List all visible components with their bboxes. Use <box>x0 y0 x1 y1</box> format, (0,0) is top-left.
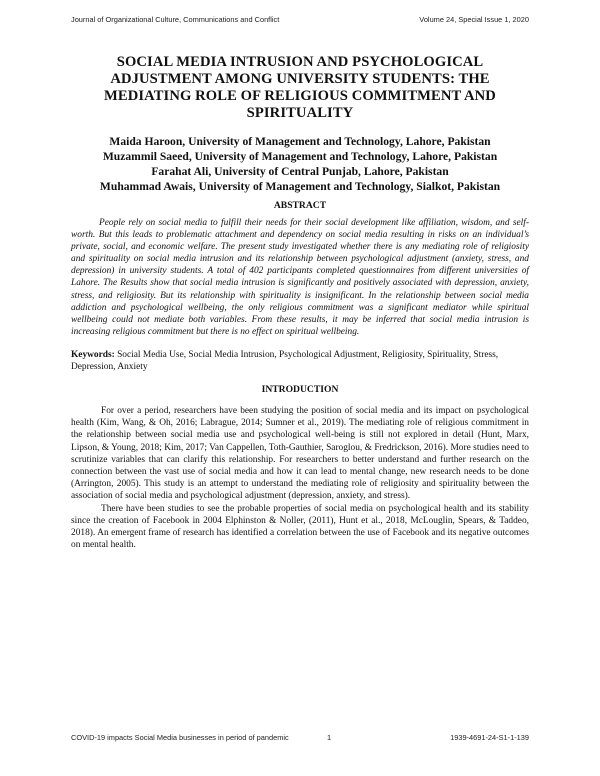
introduction-heading: INTRODUCTION <box>261 383 339 395</box>
abstract-heading: ABSTRACT <box>273 200 327 211</box>
introduction-paragraph-1: For over a period, researchers have been studying the position of social media and its impact on psychological health (Kim, Wang, & Oh, 2016; Labrague, 2014; Sumner et al., 2019). The mediating role of religious commitment in the relationship between social media use and psychological well-being is still not explored in detail (Hunt, Marx, Lipson, & Young, 2018; Kim, 2017; Van Cappellen, Toth-Gauthier, Saroglou, & Fredrickson, 2016). More studies need to scrutinize variables that can clarify this relationship. For researchers to better understand and further research on the connection between the vast use of social media and how it can lead to mental change, new research needs to be done (Arrington, 2005). This study is an attempt to understand the mediating role of religiosity and spirituality between the association of social media and psychological adjustment (depression, anxiety, and stress). <box>71 405 529 502</box>
abstract-text: People rely on social media to fulfill their needs for their social development like affiliation, wisdom, and self-worth. But this leads to problematic attachment and dependency on social media resulting in risks on an individual’s private, social, and economic welfare. The present study investigated whether there is any mediating role of religiosity and spirituality on social media intrusion and its relationship between psychological adjustment (anxiety, stress, and depression) in university students. A total of 402 participants completed questionnaires from different universities of Lahore. The Results show that social media intrusion is significantly and positively associated with depression, anxiety, stress, and religiosity. But its relationship with spirituality is insignificant. In the relationship between social media addiction and psychological wellbeing, the only religious commitment was a significant mediator while spiritual wellbeing could not mediate both variables. From these results, it may be inferred that social media intrusion is increasing religious commitment but there is no effect on spiritual wellbeing. <box>71 218 529 337</box>
running-header <box>71 15 529 24</box>
paper-body <box>71 54 529 551</box>
footer-id: 1939-4691-24-S1-1-139 <box>450 733 529 742</box>
author-list <box>71 134 529 194</box>
footer-title: COVID-19 impacts Social Media businesses in period of pandemic <box>71 733 289 742</box>
page-number: 1 <box>327 733 332 742</box>
keywords <box>71 349 529 374</box>
author-1: Maida Haroon, University of Management and Technology, Lahore, Pakistan <box>109 135 491 148</box>
author-3: Farahat Ali, University of Central Punjab, Lahore, Pakistan <box>151 165 449 178</box>
author-2: Muzammil Saeed, University of Management and Technology, Lahore, Pakistan <box>102 150 498 163</box>
keywords-text: Social Media Use, Social Media Intrusion, Psychological Adjustment, Religiosity, Spirituality, Stress, Depression, Anxiety <box>71 349 499 373</box>
paper-title: SOCIAL MEDIA INTRUSION AND PSYCHOLOGICAL ADJUSTMENT AMONG UNIVERSITY STUDENTS: THE MEDIATING ROLE OF RELIGIOUS COMMITMENT AND SPIRITUALITY <box>104 54 496 121</box>
running-footer <box>71 733 529 745</box>
journal-name: Journal of Organizational Culture, Communications and Conflict <box>71 15 280 24</box>
introduction-paragraph-2: There have been studies to see the probable properties of social media on psychological health and its stability since the creation of Facebook in 2004 Elphinston & Noller, (2011), Hunt et al., 2018, McLouglin, Spears, & Taddeo, 2018). An emergent frame of research has identified a correlation between the use of Facebook and its negative outcomes on mental health. <box>71 503 529 551</box>
author-4: Muhammad Awais, University of Management and Technology, Sialkot, Pakistan <box>99 180 501 193</box>
keywords-label: Keywords: <box>71 349 115 360</box>
volume-issue: Volume 24, Special Issue 1, 2020 <box>419 15 529 24</box>
